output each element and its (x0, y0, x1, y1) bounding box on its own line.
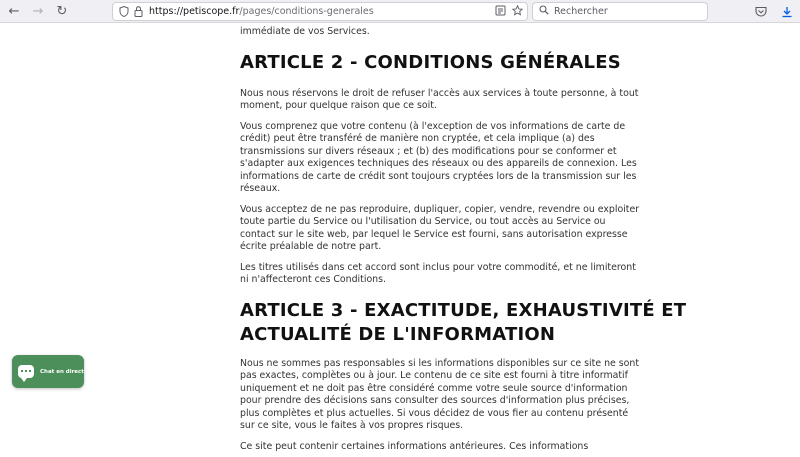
live-chat-button[interactable] (12, 355, 84, 388)
back-arrow-icon: ← (8, 3, 20, 19)
text-line: réseaux. (240, 183, 281, 195)
text-line: ni n'affecteront ces Conditions. (240, 274, 386, 286)
search-icon (539, 5, 549, 18)
text-line: Nous nous réservons le droit de refuser l'accès aux services à toute personne, à tout (240, 88, 639, 99)
text-line: informations de carte de crédit sont toujours cryptées lors de la transmission sur les (240, 170, 637, 182)
reader-view-icon[interactable] (495, 5, 506, 19)
back-button[interactable] (4, 1, 24, 21)
forward-button[interactable] (28, 1, 48, 21)
text-line: Nous ne sommes pas responsables si les informations disponibles sur ce site ne sont (240, 358, 640, 369)
lock-icon[interactable] (131, 6, 145, 17)
article-2-paragraph-3 (240, 204, 640, 254)
address-bar[interactable] (112, 2, 528, 21)
intro-tail-text: immédiate de vos Services. (240, 26, 370, 37)
article-2-paragraph-2 (240, 121, 640, 195)
url-domain: https://petiscope.fr (149, 6, 240, 17)
article-3-paragraph-2 (240, 441, 640, 453)
forward-arrow-icon: → (32, 3, 44, 19)
search-bar[interactable] (532, 2, 708, 21)
article-3-paragraph-1 (240, 358, 640, 432)
text-line: pas exactes, complètes ou à jour. Le contenu de ce site est fourni à titre informatif (240, 370, 628, 382)
bookmark-star-icon[interactable] (512, 5, 523, 19)
text-line: Vous acceptez de ne pas reproduire, dupliquer, copier, vendre, revendre ou exploiter (240, 204, 640, 215)
text-line: sur ce site, vous le faites à vos propres risques. (240, 420, 464, 432)
url-text[interactable] (149, 6, 374, 17)
url-path: /pages/conditions-generales (239, 6, 374, 17)
article-2-paragraph-1 (240, 88, 640, 113)
text-line: contact sur le site web, par lequel le Service est fourni, sans autorisation expresse (240, 228, 628, 240)
browser-toolbar (0, 0, 800, 23)
pocket-icon[interactable] (754, 5, 768, 19)
reload-button[interactable] (52, 1, 72, 21)
text-line: transmissions sur divers réseaux ; et (b) des modifications pour se conformer et (240, 145, 617, 157)
text-line: plus complètes et plus actuelles. Si vous décidez de vous fier au contenu présenté (240, 407, 629, 419)
text-line: toute partie du Service ou l'utilisation du Service, ou tout accès au Service ou (240, 216, 606, 228)
text-line: moment, pour quelque raison que ce soit. (240, 100, 437, 112)
download-icon[interactable] (780, 5, 794, 19)
text-line: Ce site peut contenir certaines informations antérieures. Ces informations (240, 441, 589, 452)
text-line: crédit) peut être transféré de manière non cryptée, et cela implique (a) des (240, 133, 595, 145)
article-2-title: ARTICLE 2 - CONDITIONS GÉNÉRALES (240, 52, 621, 73)
chat-label: Chat en direct (40, 368, 84, 375)
text-line: écrite préalable de notre part. (240, 241, 382, 253)
text-line: Les titres utilisés dans cet accord sont inclus pour votre commodité, et ne limiteront (240, 262, 636, 273)
shield-icon[interactable] (117, 6, 131, 17)
reload-icon: ↻ (56, 3, 68, 19)
search-placeholder: Rechercher (554, 6, 608, 17)
text-line: Vous comprenez que votre contenu (à l'exception de vos informations de carte de (240, 121, 626, 132)
article-3-title-line: ACTUALITÉ DE L'INFORMATION (240, 324, 556, 345)
text-line: uniquement et ne doit pas être considéré comme votre seule source d'information (240, 382, 628, 394)
text-line: s'adapter aux exigences techniques des réseaux ou des appareils de connexion. Les (240, 158, 637, 170)
text-line: pour prendre des décisions sans consulter des sources d'information plus précises, (240, 395, 630, 407)
chat-bubble-icon (18, 365, 34, 378)
article-3-title (240, 299, 687, 347)
article-2-paragraph-4 (240, 262, 640, 287)
article-3-title-line: ARTICLE 3 - EXACTITUDE, EXHAUSTIVITÉ ET (240, 300, 687, 321)
